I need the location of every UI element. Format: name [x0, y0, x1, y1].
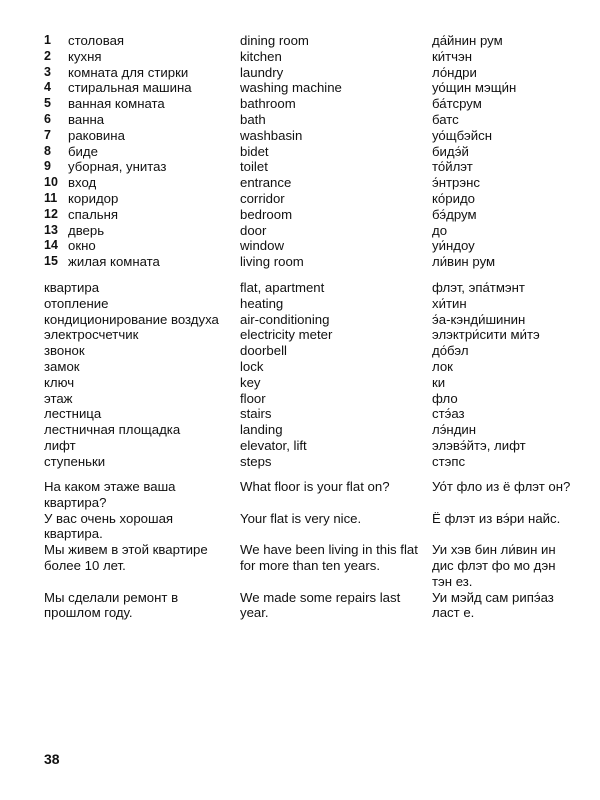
english-term: steps: [240, 453, 272, 469]
vocab-row: [0, 144, 600, 160]
english-term: corridor: [240, 190, 285, 206]
vocab-row: [0, 280, 600, 296]
vocab-row: [0, 343, 600, 359]
item-number: 3: [44, 64, 51, 79]
russian-term: замок: [44, 358, 80, 374]
transcription: фло: [432, 390, 458, 406]
russian-phrase: Мы живем в этой квартире более 10 лет.: [44, 542, 208, 573]
english-phrase: Your flat is very nice.: [240, 510, 362, 526]
english-term: elevator, lift: [240, 437, 307, 453]
phrase-row: [0, 590, 600, 622]
item-number: 6: [44, 111, 51, 126]
english-term: key: [240, 374, 261, 390]
english-term: toilet: [240, 159, 268, 175]
transcription-phrase: Ё флэт из вэ́ри найс.: [432, 510, 561, 526]
russian-term: лестница: [44, 406, 102, 422]
item-number: 12: [44, 206, 58, 221]
transcription: ло́ндри: [432, 64, 477, 80]
vocab-row: [0, 207, 600, 223]
transcription: флэт, эпа́тмэнт: [432, 280, 525, 295]
english-phrase: We made some repairs last year.: [240, 589, 401, 621]
phrases-list: [0, 479, 600, 621]
russian-term: отопление: [44, 295, 109, 311]
transcription: батс: [432, 111, 459, 127]
vocab-row: [0, 112, 600, 128]
transcription: стэпс: [432, 453, 466, 469]
english-term: electricity meter: [240, 327, 333, 343]
vocab-row: [0, 254, 600, 270]
vocab-row: [0, 406, 600, 422]
russian-term: кондиционирование воздуха: [44, 311, 219, 327]
item-number: 13: [44, 222, 58, 237]
item-number: 1: [44, 33, 51, 47]
transcription: элэвэ́йтэ, лифт: [432, 437, 526, 453]
russian-term: лифт: [44, 437, 76, 453]
vocab-row: [0, 191, 600, 207]
russian-term: лестничная площадка: [44, 422, 181, 438]
vocab-row: [0, 312, 600, 328]
english-term: lock: [240, 358, 264, 374]
english-term: landing: [240, 422, 283, 438]
transcription: ко́ридо: [432, 190, 475, 206]
russian-term: ступеньки: [44, 453, 106, 469]
transcription-phrase: Уи хэв бин ли́вин ин дис флэт фо мо дэн тэн ез.: [432, 542, 556, 589]
transcription: уи́ндоу: [432, 238, 475, 254]
vocab-row: [0, 80, 600, 96]
english-term: air-conditioning: [240, 311, 330, 327]
english-term: bidet: [240, 143, 269, 159]
vocab-row: [0, 359, 600, 375]
english-phrase: What floor is your flat on?: [240, 479, 390, 494]
vocab-row: [0, 422, 600, 438]
english-term: dining room: [240, 33, 309, 48]
item-number: 10: [44, 175, 58, 190]
russian-term: ключ: [44, 374, 75, 390]
vocab-row: [0, 175, 600, 191]
transcription: бидэ́й: [432, 143, 469, 159]
russian-term: комната для стирки: [68, 64, 189, 80]
russian-term: биде: [68, 143, 98, 159]
vocab-row: [0, 128, 600, 144]
transcription: то́йлэт: [432, 159, 473, 175]
phrase-row: [0, 542, 600, 589]
english-term: bath: [240, 111, 266, 127]
item-number: 8: [44, 143, 51, 158]
english-term: doorbell: [240, 343, 287, 359]
vocab-row: [0, 238, 600, 254]
vocab-row: [0, 96, 600, 112]
russian-term: ванна: [68, 111, 105, 127]
russian-term: раковина: [68, 127, 125, 143]
vocab-row: [0, 49, 600, 65]
phrase-row: [0, 511, 600, 543]
transcription: лок: [432, 358, 453, 374]
russian-term: вход: [68, 175, 97, 191]
transcription-phrase: Уо́т фло из ё флэт он?: [432, 479, 571, 494]
russian-phrase: На каком этаже ваша квартира?: [44, 479, 176, 510]
numbered-vocabulary-list: [0, 33, 600, 270]
english-term: flat, apartment: [240, 280, 325, 295]
english-term: laundry: [240, 64, 284, 80]
item-number: 9: [44, 159, 51, 174]
russian-term: жилая комната: [68, 254, 160, 270]
vocab-row: [0, 33, 600, 49]
transcription-phrase: Уи мэйд сам рипэ́аз ласт е.: [432, 589, 554, 621]
russian-term: этаж: [44, 390, 73, 406]
russian-term: кухня: [68, 48, 102, 64]
transcription: э́а-кэнди́шинин: [432, 311, 526, 327]
transcription: до: [432, 222, 448, 238]
transcription: э́нтрэнс: [432, 175, 480, 191]
item-number: 11: [44, 190, 58, 205]
russian-term: ванная комната: [68, 96, 165, 112]
transcription: ба́тсрум: [432, 96, 482, 112]
item-number: 14: [44, 238, 58, 253]
english-term: entrance: [240, 175, 292, 191]
transcription: уо́щин мэщи́н: [432, 80, 517, 96]
russian-term: стиральная машина: [68, 80, 192, 96]
russian-term: коридор: [68, 190, 119, 206]
vocabulary-list: [0, 280, 600, 470]
english-term: window: [240, 238, 284, 254]
transcription: ки: [432, 374, 446, 390]
russian-phrase: Мы сделали ремонт в прошлом году.: [44, 589, 179, 621]
vocab-row: [0, 375, 600, 391]
vocab-row: [0, 327, 600, 343]
english-term: bathroom: [240, 96, 296, 112]
english-phrase: We have been living in this flat for more than ten years.: [240, 542, 418, 573]
vocab-row: [0, 438, 600, 454]
vocab-row: [0, 223, 600, 239]
transcription: да́йнин рум: [432, 33, 503, 48]
vocab-row: [0, 391, 600, 407]
english-term: door: [240, 222, 267, 238]
russian-phrase: У вас очень хорошая квартира.: [44, 510, 174, 542]
russian-term: столовая: [68, 33, 125, 48]
vocab-row: [0, 454, 600, 470]
transcription: ки́тчэн: [432, 48, 473, 64]
russian-term: дверь: [68, 222, 105, 238]
english-term: bedroom: [240, 206, 293, 222]
russian-term: квартира: [44, 280, 100, 295]
english-term: washing machine: [240, 80, 342, 96]
english-term: stairs: [240, 406, 272, 422]
russian-term: электросчетчик: [44, 327, 139, 343]
item-number: 5: [44, 96, 51, 111]
russian-term: уборная, унитаз: [68, 159, 167, 175]
russian-term: звонок: [44, 343, 85, 359]
item-number: 15: [44, 254, 58, 269]
vocab-row: [0, 65, 600, 81]
item-number: 4: [44, 80, 51, 95]
transcription: ли́вин рум: [432, 254, 496, 270]
vocab-row: [0, 159, 600, 175]
english-term: washbasin: [240, 127, 303, 143]
transcription: элэктри́сити ми́тэ: [432, 327, 540, 343]
transcription: уо́щбэйсн: [432, 127, 492, 143]
english-term: heating: [240, 295, 284, 311]
russian-term: окно: [68, 238, 96, 254]
phrase-row: [0, 479, 600, 511]
transcription: до́бэл: [432, 343, 469, 359]
page-number: 38: [44, 751, 60, 767]
english-term: living room: [240, 254, 304, 270]
transcription: хи́тин: [432, 295, 467, 311]
item-number: 7: [44, 127, 51, 142]
english-term: floor: [240, 390, 266, 406]
transcription: стэ́аз: [432, 406, 465, 422]
vocab-row: [0, 296, 600, 312]
item-number: 2: [44, 48, 51, 63]
russian-term: спальня: [68, 206, 119, 222]
english-term: kitchen: [240, 48, 282, 64]
transcription: бэ́друм: [432, 206, 477, 222]
transcription: лэ́ндин: [432, 422, 477, 438]
